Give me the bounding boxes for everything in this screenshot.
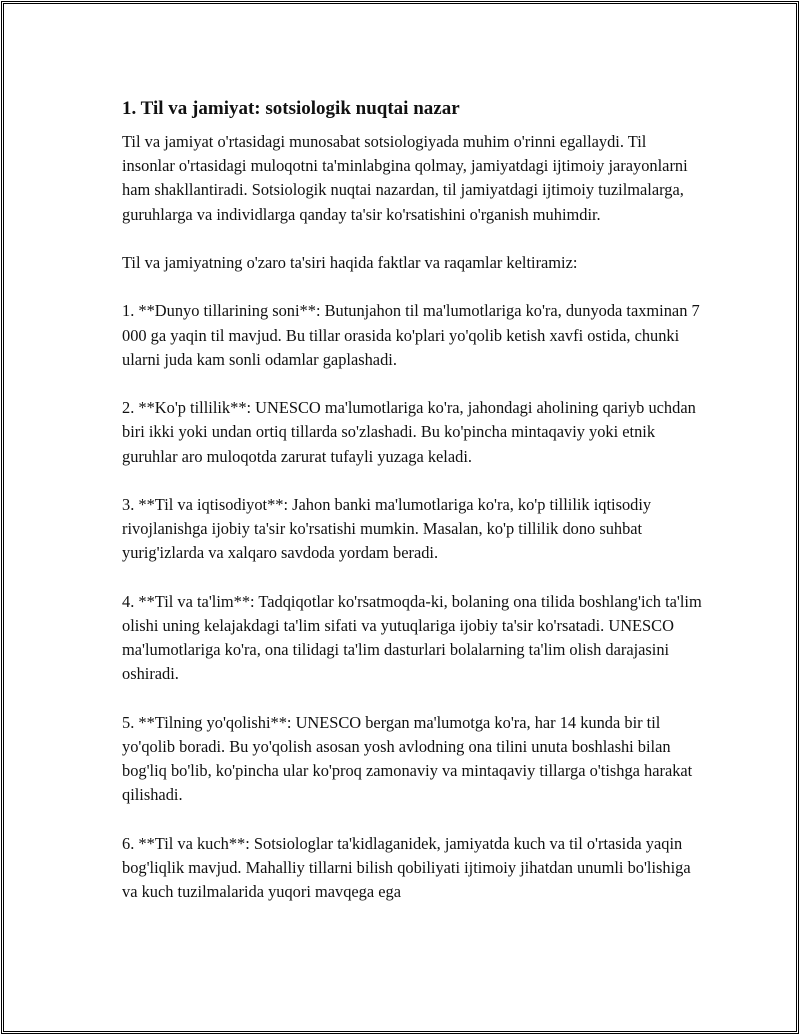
list-item-multilingualism: 2. **Ko'p tillilik**: UNESCO ma'lumotlariga ko'ra, jahondagi aholining qariyb uchdan biri ikki yoki undan ortiq tillarda so'zlashadi. Bu ko'pincha mintaqaviy yoki etnik guruhlar aro muloqotda zarurat tufayli yuzaga keladi. (122, 398, 696, 466)
paragraph-intro: Til va jamiyat o'rtasidagi munosabat sotsiologiyada muhim o'rinni egallaydi. Til insonlar o'rtasidagi muloqotni ta'minlabgina qolmay, jamiyatdagi ijtimoiy jarayonlarni ham shakllantiradi. Sotsiologik nuqtai nazardan, til jamiyatdagi ijtimoiy tuzilmalarga, guruhlarga va individlarga qanday ta'sir ko'rsatishini o'rganish muhimdir. (122, 132, 688, 224)
list-item-language-economy: 3. **Til va iqtisodiyot**: Jahon banki ma'lumotlariga ko'ra, ko'p tillilik iqtisodiy rivojlanishga ijobiy ta'sir ko'rsatishi mumkin. Masalan, ko'p tillilik dono suhbat yurig'izlarda va xalqaro savdoda yordam beradi. (122, 494, 652, 563)
list-item-languages-count: 1. **Dunyo tillarining soni**: Butunjahon til ma'lumotlariga ko'ra, dunyoda taxminan 7 000 ga yaqin til mavjud. Bu tillar orasida ko'plari yo'qolib ketish xavfi ostida, chunki ularni juda kam sonli odamlar gaplashadi. (122, 301, 700, 369)
list-item-language-education: 4. **Til va ta'lim**: Tadqiqotlar ko'rsatmoqda-ki, bolaning ona tilida boshlang'ich ta'lim olishi uning kelajakdagi ta'lim sifati va yutuqlariga ijobiy ta'sir ko'rsatadi. UNESCO ma'lumotlariga ko'ra, ona tilidagi ta'lim dasturlari bolalarning ta'lim olish darajasini oshiradi. (122, 591, 702, 684)
document-body (122, 96, 702, 904)
section-heading: 1. Til va jamiyat: sotsiologik nuqtai nazar (122, 98, 460, 119)
list-item-language-power: 6. **Til va kuch**: Sotsiologlar ta'kidlaganidek, jamiyatda kuch va til o'rtasida yaqin bog'liqlik mavjud. Mahalliy tillarni bilish qobiliyati ijtimoiy jihatdan unumli bo'lishiga va kuch tuzilmalarida yuqori mavqega ega (122, 833, 691, 902)
list-item-language-loss: 5. **Tilning yo'qolishi**: UNESCO bergan ma'lumotga ko'ra, har 14 kunda bir til yo'qolib boradi. Bu yo'qolish asosan yosh avlodning ona tilini unuta boshlashi bilan bog'liq bo'lib, ko'pincha ular ko'proq zamonaviy va mintaqaviy tillarga o'tishga harakat qilishadi. (122, 712, 693, 805)
paragraph-lead-in: Til va jamiyatning o'zaro ta'siri haqida faktlar va raqamlar keltiramiz: (122, 253, 578, 272)
page-frame (3, 3, 797, 1032)
